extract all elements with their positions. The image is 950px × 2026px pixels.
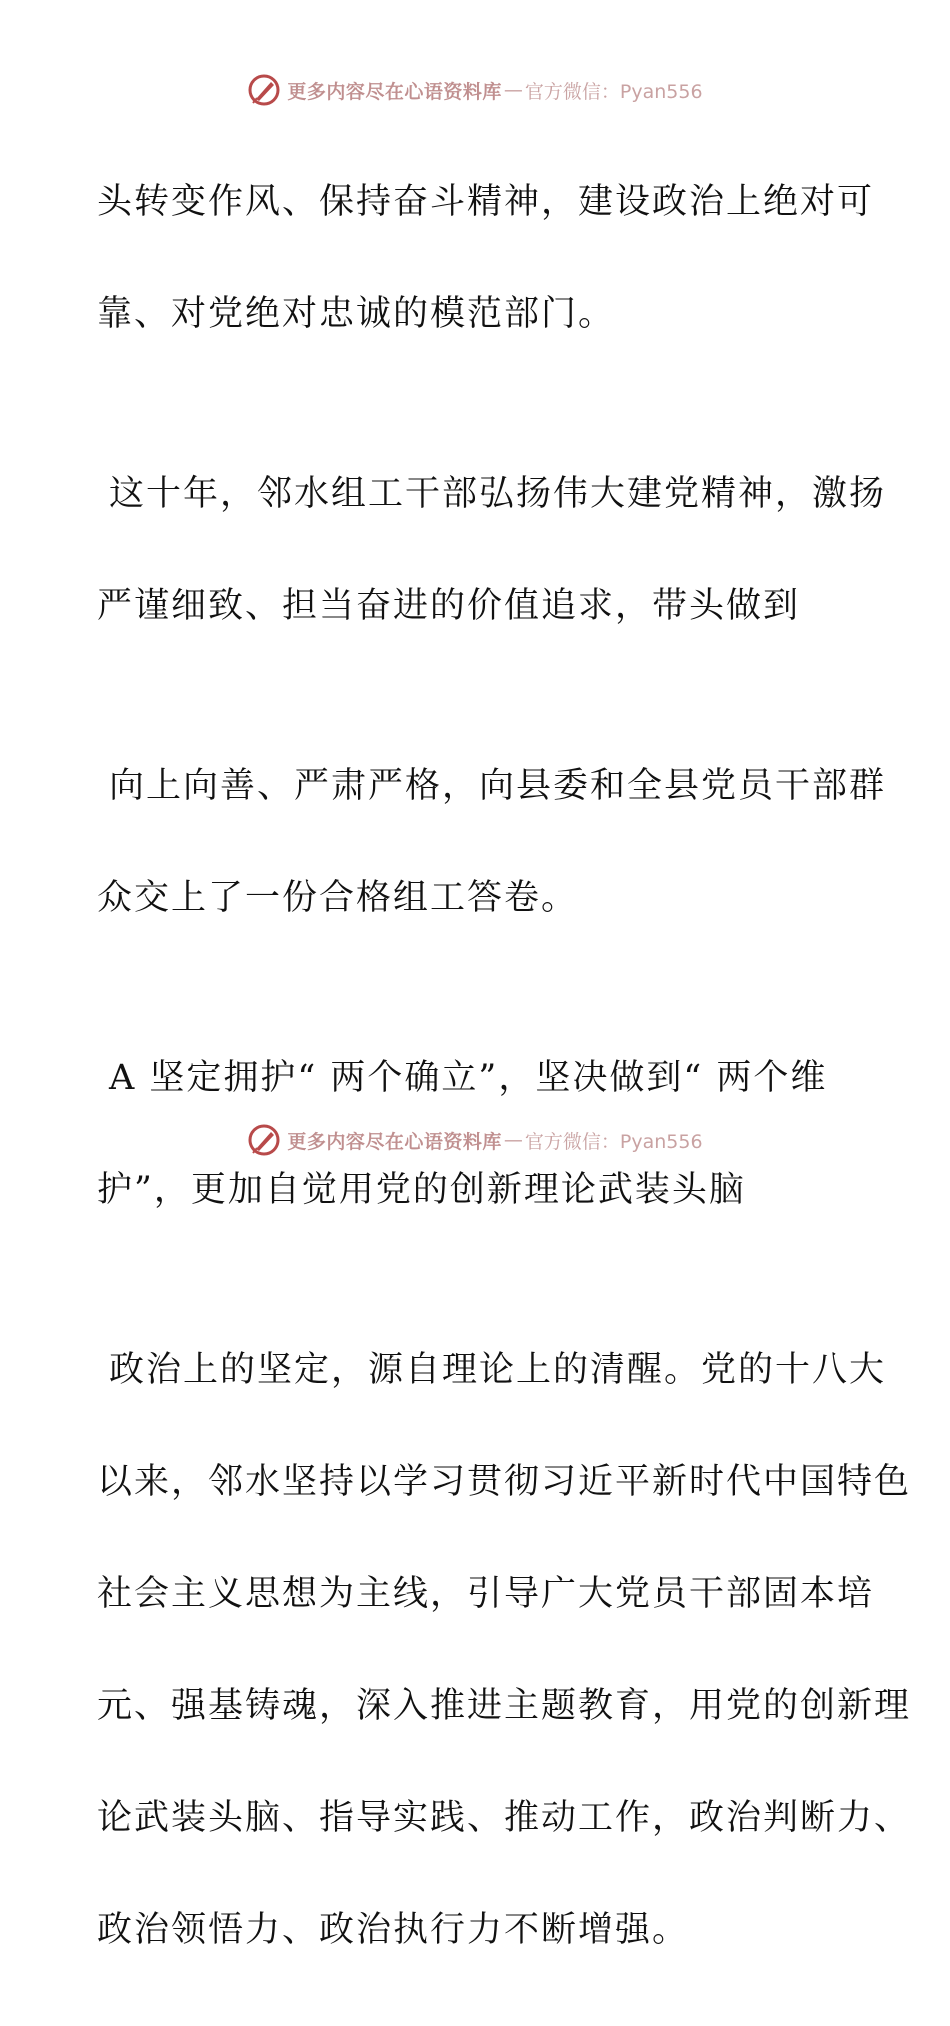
- watermark-dash: —: [503, 79, 523, 101]
- paragraph-1: [97, 118, 875, 398]
- paragraph-2: [97, 410, 887, 690]
- text-line: 严谨细致、担当奋进的价值追求，带头做到: [97, 586, 801, 626]
- text-line: 这十年，邻水组工干部弘扬伟大建党精神，激扬: [109, 474, 887, 514]
- text-line: 政治领悟力、政治执行力不断增强。: [97, 1910, 690, 1950]
- text-line: 靠、对党绝对忠诚的模范部门。: [97, 294, 616, 334]
- text-line: 政治上的坚定，源自理论上的清醒。党的十八大: [109, 1350, 887, 1390]
- document-body: [97, 118, 912, 2026]
- quill-pen-circle-icon: [247, 73, 281, 107]
- watermark-contact-text: 官方微信：Pyan556: [524, 1130, 703, 1153]
- text-line: 众交上了一份合格组工答卷。: [97, 878, 579, 918]
- text-line: 元、强基铸魂，深入推进主题教育，用党的创新理: [97, 1686, 912, 1726]
- watermark-site-text: 更多内容尽在心语资料库: [287, 1130, 502, 1153]
- text-line: 头转变作风、保持奋斗精神，建设政治上绝对可: [97, 182, 875, 222]
- watermark-site-text: 更多内容尽在心语资料库: [287, 80, 502, 103]
- paragraph-3: [97, 702, 887, 982]
- paragraph-5: [97, 1286, 912, 2014]
- text-line: 护”，更加自觉用党的创新理论武装头脑: [97, 1170, 746, 1210]
- text-line: A 坚定拥护“ 两个确立”，坚决做到“ 两个维: [109, 1058, 828, 1098]
- quill-pen-circle-icon: [247, 1123, 281, 1157]
- watermark-dash: —: [503, 1129, 523, 1151]
- watermark-contact-text: 官方微信：Pyan556: [524, 80, 703, 103]
- text-line: 社会主义思想为主线，引导广大党员干部固本培: [97, 1574, 875, 1614]
- text-line: 论武装头脑、指导实践、推动工作，政治判断力、: [97, 1798, 912, 1838]
- footer-watermark: [0, 1120, 950, 1160]
- header-watermark: [0, 70, 950, 110]
- text-line: 以来，邻水坚持以学习贯彻习近平新时代中国特色: [97, 1462, 912, 1502]
- text-line: 向上向善、严肃严格，向县委和全县党员干部群: [109, 766, 887, 806]
